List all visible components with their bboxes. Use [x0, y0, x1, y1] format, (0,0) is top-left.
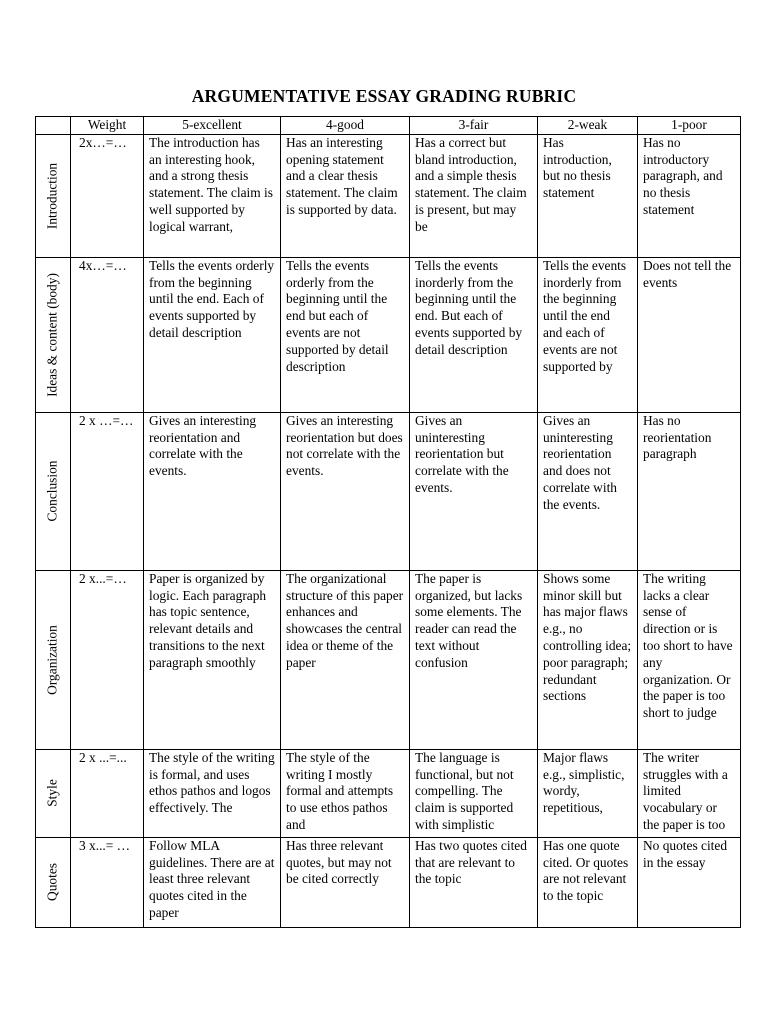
table-row	[36, 570, 741, 749]
row-criterion-organization	[36, 570, 71, 749]
header-row	[36, 117, 741, 135]
cell-text: Has two quotes cited that are relevant to the topic	[415, 837, 527, 887]
weight-cell: 2 x …=…	[71, 412, 144, 570]
rubric-cell	[638, 749, 741, 837]
rubric-cell	[410, 412, 538, 570]
rubric-cell	[638, 257, 741, 412]
page-title: ARGUMENTATIVE ESSAY GRADING RUBRIC	[191, 86, 577, 106]
rubric-cell	[538, 134, 638, 257]
criterion-label: Ideas & content (body)	[44, 272, 60, 397]
rubric-cell	[638, 837, 741, 927]
row-criterion-ideas-content	[36, 257, 71, 412]
rubric-cell	[538, 412, 638, 570]
rubric-cell	[144, 749, 281, 837]
table-row	[36, 412, 741, 570]
row-criterion-style	[36, 749, 71, 837]
cell-text: Gives an uninteresting reorientation but correlate with the events.	[415, 412, 509, 495]
rubric-cell	[144, 257, 281, 412]
rubric-table	[35, 116, 741, 928]
rubric-cell	[281, 570, 410, 749]
header-criterion	[36, 117, 71, 135]
weight-cell: 2 x...=…	[71, 570, 144, 749]
cell-text: Tells the events orderly from the beginning until the end but each of events are not supported by detail description	[286, 257, 389, 374]
weight-cell: 4x…=…	[71, 257, 144, 412]
cell-text: Has an interesting opening statement and a clear thesis statement. The claim is supported by data.	[286, 134, 398, 217]
cell-text: The organizational structure of this paper enhances and showcases the central idea or theme of the paper	[286, 570, 404, 670]
cell-text: Has three relevant quotes, but may not be cited correctly	[286, 837, 392, 887]
cell-text: The style of the writing is formal, and uses ethos pathos and logos effectively. The	[149, 749, 275, 816]
rubric-cell	[281, 412, 410, 570]
cell-text: The language is functional, but not compelling. The claim is supported with simplistic	[415, 749, 514, 832]
table-row	[36, 134, 741, 257]
weight-cell: 2 x ...=...	[71, 749, 144, 837]
rubric-cell	[638, 134, 741, 257]
cell-text: Follow MLA guidelines. There are at least three relevant quotes cited in the paper	[149, 837, 275, 920]
rubric-cell	[410, 749, 538, 837]
rubric-cell	[538, 749, 638, 837]
cell-text: The writer struggles with a limited vocabulary or the paper is too	[643, 749, 728, 832]
cell-text: Major flaws e.g., simplistic, wordy, repetitious,	[543, 749, 625, 816]
table-row	[36, 257, 741, 412]
rubric-cell	[410, 134, 538, 257]
header-weight: Weight	[71, 117, 144, 135]
cell-text: Has no introductory paragraph, and no thesis statement	[643, 134, 723, 217]
cell-text: Has one quote cited. Or quotes are not relevant to the topic	[543, 837, 629, 904]
rubric-cell	[281, 837, 410, 927]
cell-text: The introduction has an interesting hook, and a strong thesis statement. The claim is well supported by logical warrant,	[149, 134, 273, 234]
cell-text: The writing lacks a clear sense of direction or is too short to have any organization. Or the paper is too short to judge	[643, 570, 733, 721]
rubric-cell	[638, 570, 741, 749]
cell-text: Paper is organized by logic. Each paragraph has topic sentence, relevant details and transitions to the next paragraph smoothly	[149, 570, 267, 670]
cell-text: Has no reorientation paragraph	[643, 412, 712, 462]
weight-cell: 2x…=…	[71, 134, 144, 257]
cell-text: Has a correct but bland introduction, and a simple thesis statement. The claim is present, but may be	[415, 134, 527, 234]
rubric-cell	[281, 257, 410, 412]
row-criterion-introduction	[36, 134, 71, 257]
header-good: 4-good	[281, 117, 410, 135]
cell-text: Tells the events orderly from the beginning until the end. Each of events supported by detail description	[149, 257, 275, 340]
rubric-cell	[144, 412, 281, 570]
row-criterion-quotes	[36, 837, 71, 927]
rubric-cell	[144, 134, 281, 257]
cell-text: No quotes cited in the essay	[643, 837, 728, 870]
rubric-cell	[538, 570, 638, 749]
cell-text: The paper is organized, but lacks some elements. The reader can read the text without confusion	[415, 570, 523, 670]
rubric-cell	[538, 837, 638, 927]
criterion-label: Conclusion	[44, 460, 60, 522]
table-row	[36, 837, 741, 927]
cell-text: Tells the events inorderly from the beginning until the end. But each of events supported by detail description	[415, 257, 523, 357]
cell-text: Gives an uninteresting reorientation and does not correlate with the events.	[543, 412, 617, 512]
header-fair: 3-fair	[410, 117, 538, 135]
rubric-cell	[410, 837, 538, 927]
rubric-cell	[281, 134, 410, 257]
cell-text: Gives an interesting reorientation and correlate with the events.	[149, 412, 257, 479]
header-weak: 2-weak	[538, 117, 638, 135]
header-poor: 1-poor	[638, 117, 741, 135]
cell-text: Has introduction, but no thesis statement	[543, 134, 612, 201]
cell-text: Shows some minor skill but has major flaws e.g., no controlling idea; poor paragraph; redundant sections	[543, 570, 632, 704]
criterion-label: Organization	[44, 624, 60, 695]
weight-cell: 3 x...= …	[71, 837, 144, 927]
rubric-cell	[144, 570, 281, 749]
table-row	[36, 749, 741, 837]
criterion-label: Introduction	[44, 162, 60, 229]
rubric-cell	[410, 257, 538, 412]
row-criterion-conclusion	[36, 412, 71, 570]
rubric-cell	[410, 570, 538, 749]
cell-text: Does not tell the events	[643, 257, 732, 290]
rubric-cell	[281, 749, 410, 837]
criterion-label: Style	[44, 779, 60, 808]
header-excellent: 5-excellent	[144, 117, 281, 135]
rubric-cell	[638, 412, 741, 570]
cell-text: The style of the writing I mostly formal and attempts to use ethos pathos and	[286, 749, 394, 832]
rubric-cell	[144, 837, 281, 927]
rubric-cell	[538, 257, 638, 412]
criterion-label: Quotes	[44, 863, 60, 902]
cell-text: Tells the events inorderly from the beginning until the end and each of events are not supported by	[543, 257, 627, 374]
cell-text: Gives an interesting reorientation but does not correlate with the events.	[286, 412, 403, 479]
